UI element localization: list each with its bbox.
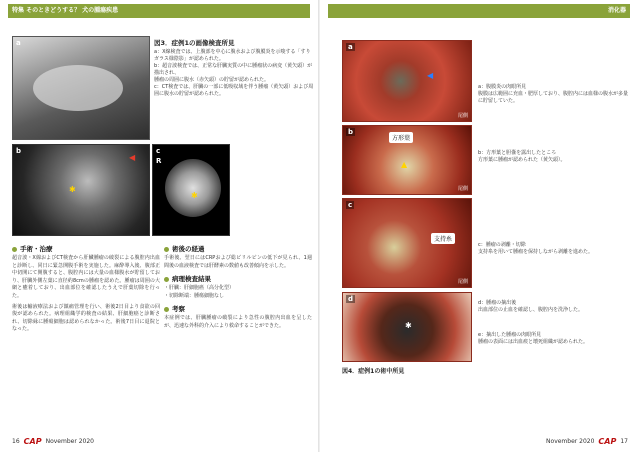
xray-body-shape	[33, 65, 123, 111]
caption-a-title: a：腹膜炎の肉眼所見	[478, 84, 527, 90]
panel-label-b: b	[16, 147, 22, 155]
section-text-treatment: 超音波・X線およびCT検査から肝臓腫瘤の破裂による腹腔内出血と診断し、同日に緊急開腹手術を実施した。麻酔導入後、腹部正中切開にて開腹すると、腹腔内には大量の血様腹水が貯留しており、肝臓外側左葉に直径約8cmの腫瘤を認めた。腫瘤は周囲の大網と癒着しており、出血部位を確認したうえで肝葉切除を行った。	[12, 255, 160, 299]
caption-e-text: 腫瘤の表面には出血痕と壊死組織が認められた。	[478, 339, 589, 345]
right-header-bar	[328, 4, 630, 18]
photo-corner-a: 尾側	[457, 113, 468, 119]
yellow-arrowhead-marker: ▲	[401, 160, 408, 169]
section-text-treatment-2: 術後は輸液療法および鎮痛管理を行い、術後2日目より食欲の回復が認められた。病理組織学的検査の結果、肝細胞癌と診断され、切除縁に腫瘍細胞は認められなかった。術後7日目に退院となった。	[12, 303, 160, 333]
figure4-title: 図4．症例1の術中所見	[342, 368, 405, 375]
left-column-2	[164, 240, 312, 331]
yellow-star-marker: ✱	[69, 185, 76, 194]
figure3-caption	[154, 38, 314, 98]
left-footer	[12, 436, 94, 446]
panel-label-c: c	[156, 147, 161, 155]
section-heading-treatment-text: 手術・治療	[20, 245, 53, 253]
right-footer	[546, 436, 628, 446]
section-heading-postop	[164, 244, 312, 253]
caption-e-title: e：摘出した腫瘤の肉眼所見	[478, 332, 542, 338]
photo-corner-c: 尾側	[457, 279, 468, 285]
surgery-photo-b	[342, 125, 472, 195]
section-heading-pathology-text: 病理検査結果	[172, 275, 211, 284]
bullet-dot	[12, 247, 17, 252]
surgery-photo-d	[342, 292, 472, 362]
caption-b-title: b：方形葉と胆嚢を露出したところ	[478, 150, 557, 156]
section-heading-pathology	[164, 274, 312, 283]
caption-a	[478, 84, 628, 105]
surgery-photo-a	[342, 40, 472, 122]
caption-c-title: c：腫瘤の剥離・切除	[478, 242, 526, 248]
caption-d	[478, 300, 628, 314]
right-magazine-logo: CAP	[598, 436, 617, 446]
bullet-dot	[164, 307, 169, 312]
caption-c-text: 支持糸を用いて腫瘤を保持しながら剥離を進めた。	[478, 249, 594, 255]
panel-label-r: R	[156, 157, 162, 165]
caption-d-text: 出血部位の止血を確認し、腹腔内を洗浄した。	[478, 307, 584, 313]
caption-d-title: d：腫瘤の摘出後	[478, 300, 517, 306]
left-header-bar	[8, 4, 310, 18]
left-column-1	[12, 240, 160, 334]
caption-a-text: 腹膜は広範囲に充血・肥厚しており、腹腔内には血様の腹水が多量に貯留していた。	[478, 91, 629, 104]
figure3-line-4: c：CT検査では、肝臓の一部に低吸収域を伴う腫瘤（黄矢頭）および周囲に腹水の貯留が認められた。	[154, 84, 314, 97]
bullet-dot	[164, 277, 169, 282]
red-arrowhead-marker: ◀	[129, 153, 136, 162]
figure3-line-3: 腫瘤の周囲に腹水（赤矢頭）の貯留が認められた。	[154, 77, 270, 83]
photo-label-b: b	[348, 128, 354, 136]
caption-e	[478, 332, 628, 346]
caption-b-text: 方形葉に腫瘤が認められた（黄矢頭）。	[478, 157, 566, 163]
section-text-postop: 手術後、翌日にはCRPおよび総ビリルビンの低下が見られ、1週間後の血液検査では肝酵素の数値も改善傾向を示した。	[164, 255, 312, 269]
left-magazine-logo: CAP	[23, 436, 42, 446]
caption-b	[478, 150, 628, 164]
tag-quadrate-lobe: 方形葉	[389, 132, 413, 143]
ultrasound-image	[12, 144, 150, 236]
blue-arrow-marker: ◀	[427, 71, 434, 80]
figure3-title: 図3．症例1の画像検査所見	[154, 39, 235, 47]
left-footer-date: November 2020	[45, 437, 94, 445]
photo-label-c: c	[348, 201, 353, 209]
section-heading-discussion	[164, 304, 312, 313]
right-footer-date: November 2020	[546, 437, 595, 445]
left-page-number: 16	[12, 437, 20, 445]
ct-image	[152, 144, 230, 236]
photo-label-d: d	[348, 295, 354, 303]
figure3-line-1: a：X線検査では、上腹部を中心に腹水および腹膜炎を示唆する「すりガラス様陰影」が認められた。	[154, 49, 311, 62]
figure3-line-2: b：超音波検査では、正常な肝臓実質の中に腫瘤状の病変（黄矢頭）が描出され、	[154, 63, 313, 76]
photo-label-a: a	[348, 43, 353, 51]
caption-c	[478, 242, 628, 256]
ct-body-section	[165, 159, 221, 217]
section-heading-discussion-text: 考察	[172, 305, 185, 314]
bullet-dot	[164, 247, 169, 252]
left-header-text: 特集 そのときどうする？ 犬の腫瘍疾患	[12, 7, 119, 14]
section-text-pathology: ・肝臓：肝細胞癌（高分化型） ・切除断端：腫瘍細胞なし	[164, 285, 235, 299]
right-header-text: 消化器	[607, 7, 626, 14]
surgery-photo-c	[342, 198, 472, 288]
tag-stay-suture: 支持糸	[431, 233, 455, 244]
photo-corner-b: 尾側	[457, 186, 468, 192]
section-text-discussion: 本症例では、肝臓腫瘤の破裂により急性の腹腔内出血を呈したが、迅速な外科的介入により救命することができた。	[164, 315, 312, 329]
xray-image	[12, 36, 150, 140]
ct-yellow-marker: ✱	[191, 191, 198, 200]
right-page-number: 17	[620, 437, 628, 445]
right-page	[320, 0, 640, 452]
section-heading-treatment	[12, 244, 160, 253]
section-heading-postop-text: 術後の経過	[172, 245, 205, 253]
white-star-marker: ✱	[405, 321, 412, 330]
panel-label-a: a	[16, 39, 21, 47]
